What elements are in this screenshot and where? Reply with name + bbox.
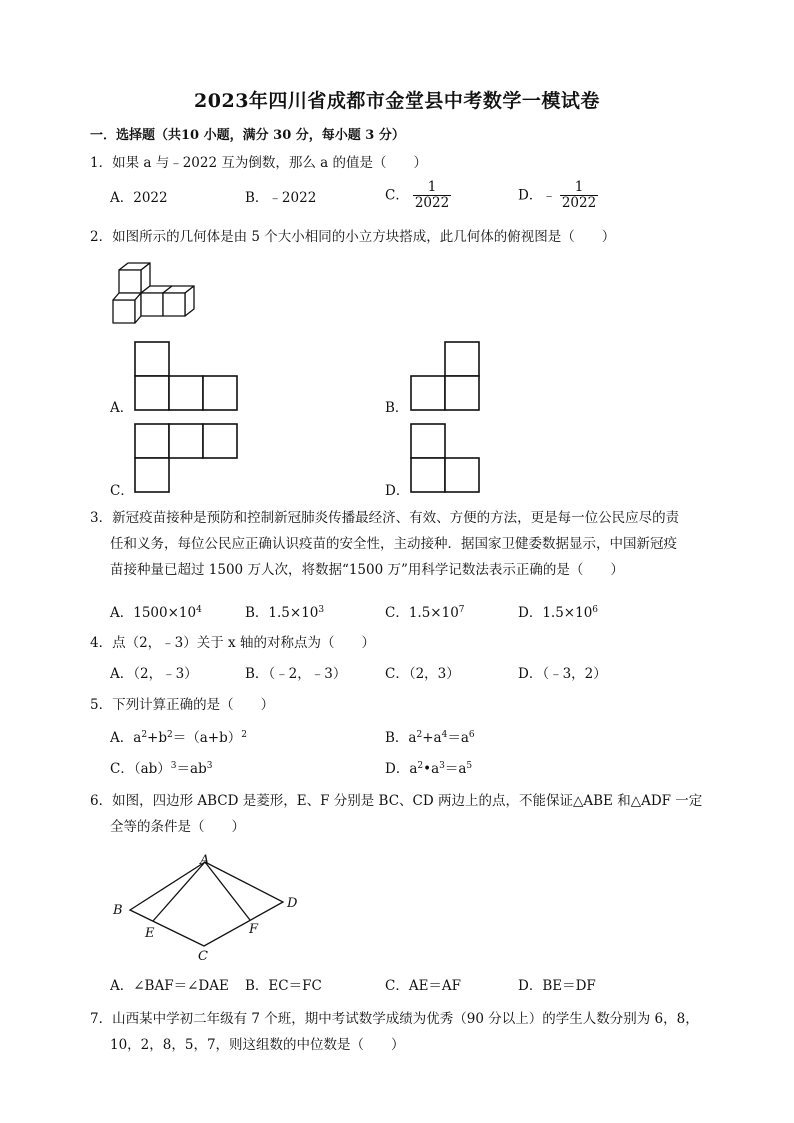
q2-option-a-view: [134, 341, 240, 411]
q5-a-exp1: 2: [141, 730, 148, 740]
q4-option-b: B．（﹣2，﹣3）: [245, 666, 347, 682]
q1-c-denominator: 2022: [414, 195, 450, 211]
question-2-stem: 2．如图所示的几何体是由 5 个大小相同的小立方块搭成，此几何体的俯视图是（ ）: [90, 229, 616, 245]
q5-a-part2: +b: [147, 730, 168, 746]
q5-option-a: [110, 728, 247, 748]
q6-option-c: C．AE＝AF: [385, 978, 462, 994]
question-5-stem: 5．下列计算正确的是（ ）: [90, 697, 275, 713]
q5-option-c: [110, 759, 212, 779]
q2-option-b-view: [410, 341, 482, 411]
q5-b-part1: B．a: [385, 730, 417, 746]
q6-option-b: B．EC＝FC: [245, 978, 322, 994]
q5-c-part2: ＝ab: [176, 761, 207, 777]
q1-d-numerator: 1: [560, 180, 598, 196]
q1-c-numerator: 1: [413, 180, 451, 196]
q5-d-part1: D．a: [385, 761, 418, 777]
q5-b-exp1: 2: [416, 730, 423, 740]
q2-cube-solid-figure: [110, 260, 210, 330]
q1-option-d-prefix: D．﹣: [518, 187, 556, 204]
q1-option-b: B．﹣2022: [245, 190, 317, 206]
q6-label-e: E: [145, 926, 155, 941]
q5-a-part3: ＝（a+b）: [172, 730, 242, 746]
q2-option-c-label: C．: [110, 483, 134, 499]
q6-label-a: A: [200, 853, 210, 868]
question-6-stem: [90, 788, 702, 840]
q3-option-d: [518, 603, 598, 623]
q1-d-denominator: 2022: [561, 195, 597, 211]
q3-option-a: [110, 603, 202, 623]
q7-line-1: 7．山西某中学初二年级有 7 个班，期中考试数学成绩为优秀（90 分以上）的学生人数分别为 6，8，: [90, 1011, 699, 1027]
question-4-stem: 4．点（2，﹣3）关于 x 轴的对称点为（ ）: [90, 635, 375, 651]
q6-option-a: A．∠BAF＝∠DAE: [110, 978, 229, 994]
q5-d-exp3: 5: [466, 761, 473, 771]
q2-option-a-label: A．: [110, 400, 134, 416]
q1-option-d: [518, 180, 598, 211]
q3-line-1: 3．新冠疫苗接种是预防和控制新冠肺炎传播最经济、有效、方便的方法，更是每一位公民应尽的责: [90, 510, 680, 526]
q3-d-exponent: 6: [592, 605, 599, 615]
question-3-stem: [90, 505, 679, 583]
q1-option-c: [385, 180, 451, 211]
q3-b-exponent: 3: [318, 605, 325, 615]
q3-c-exponent: 7: [458, 605, 465, 615]
question-1-stem: 1．如果 a 与﹣2022 互为倒数，那么 a 的值是（ ）: [90, 155, 427, 171]
q3-line-3: 苗接种量已超过 1500 万人次，将数据“1500 万”用科学记数法表示正确的是（ ）: [110, 562, 624, 578]
q3-line-2: 任和义务，每位公民应正确认识疫苗的安全性，主动接种．据国家卫健委数据显示，中国新冠疫: [110, 536, 677, 552]
q5-c-exp2: 3: [206, 761, 213, 771]
q5-b-part3: ＝a: [447, 730, 469, 746]
q2-option-b-label: B．: [385, 400, 409, 416]
q3-c-base: C．1.5×10: [385, 605, 459, 621]
q5-d-part2: •a: [423, 761, 440, 777]
q3-a-exponent: 4: [196, 605, 202, 615]
q3-option-b: [245, 603, 324, 623]
q5-d-exp1: 2: [417, 761, 424, 771]
q6-label-f: F: [249, 922, 259, 937]
q6-option-d: D．BE＝DF: [518, 978, 596, 994]
question-7-stem: [90, 1006, 699, 1058]
q3-option-c: [385, 603, 465, 623]
q2-option-d-view: [410, 423, 482, 493]
q7-line-2: 10，2，8，5，7，则这组数的中位数是（ ）: [110, 1037, 405, 1053]
q5-b-exp2: 4: [441, 730, 448, 740]
q5-a-exp3: 2: [241, 730, 247, 740]
q1-option-c-prefix: C．: [385, 187, 409, 204]
q5-c-exp1: 3: [170, 761, 177, 771]
q3-d-base: D．1.5×10: [518, 605, 593, 621]
q4-option-d: D．（﹣3，2）: [518, 666, 607, 682]
q5-b-part2: +a: [422, 730, 442, 746]
section-heading: 一．选择题（共10 小题，满分 30 分，每小题 3 分）: [90, 128, 405, 143]
q1-option-a: A．2022: [110, 190, 168, 206]
q5-b-exp3: 6: [468, 730, 475, 740]
q6-label-c: C: [198, 949, 208, 964]
q3-b-base: B．1.5×10: [245, 605, 319, 621]
q3-a-base: A．1500×10: [110, 605, 197, 621]
q6-line-1: 6．如图，四边形 ABCD 是菱形，E、F 分别是 BC、CD 两边上的点，不能保证△ABE 和△ADF 一定: [90, 793, 703, 809]
q2-option-c-view: [134, 423, 240, 493]
q1-option-c-fraction: [413, 180, 451, 211]
q6-line-2: 全等的条件是（ ）: [110, 819, 245, 835]
page-title: 2023年四川省成都市金堂县中考数学一模试卷: [194, 90, 600, 112]
q5-c-part1: C．（ab）: [110, 761, 171, 777]
q4-option-a: A．（2，﹣3）: [110, 666, 198, 682]
q2-option-d-label: D．: [385, 483, 410, 499]
q1-option-d-fraction: [560, 180, 598, 211]
q6-label-b: B: [113, 903, 123, 918]
q5-d-exp2: 3: [439, 761, 445, 771]
q5-option-b: [385, 728, 475, 748]
q5-d-part3: ＝a: [444, 761, 467, 777]
q5-a-exp2: 2: [167, 730, 173, 740]
q5-a-part1: A．a: [110, 730, 142, 746]
q5-option-d: [385, 759, 472, 779]
q4-option-c: C．（2，3）: [385, 666, 460, 682]
q6-label-d: D: [287, 896, 298, 911]
q6-rhombus-figure: [108, 850, 308, 965]
